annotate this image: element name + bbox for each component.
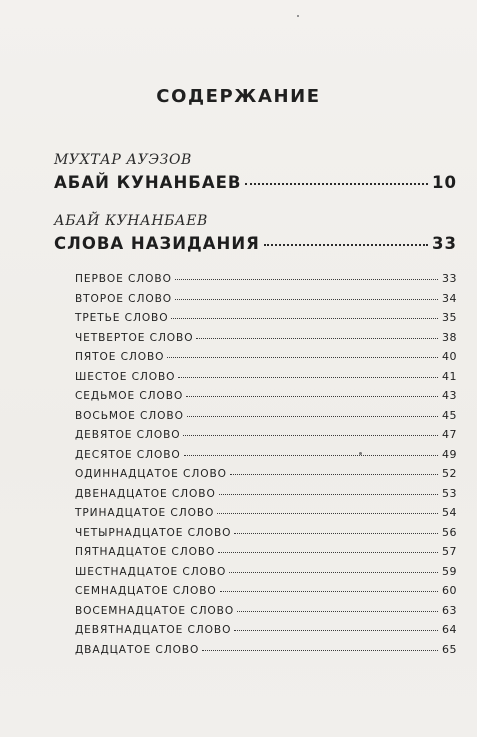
paper-speck xyxy=(297,15,299,17)
toc-entry-label: АБАЙ КУНАНБАЕВ xyxy=(54,173,242,192)
toc-entry-label: ОДИННАДЦАТОЕ СЛОВО xyxy=(75,468,227,480)
toc-entry[interactable] xyxy=(75,409,457,429)
dot-leader xyxy=(229,572,438,573)
toc-entry-label: ДЕСЯТОЕ СЛОВО xyxy=(75,448,181,461)
toc-page-number: 57 xyxy=(442,545,457,558)
toc-entry[interactable] xyxy=(75,370,457,390)
dot-leader xyxy=(220,591,438,592)
dot-leader xyxy=(234,630,438,631)
toc-entry[interactable] xyxy=(75,292,457,312)
toc-entry[interactable] xyxy=(75,506,457,526)
toc-page-number: 54 xyxy=(442,506,457,519)
toc-page-number: 47 xyxy=(442,428,457,441)
dot-leader xyxy=(264,244,428,246)
toc-page-number: 60 xyxy=(442,584,457,597)
toc-entry[interactable] xyxy=(75,487,457,507)
toc-entry-label: ПЯТНАДЦАТОЕ СЛОВО xyxy=(75,546,216,558)
toc-entry-label: СЕМНАДЦАТОЕ СЛОВО xyxy=(75,585,217,597)
toc-page-number: 52 xyxy=(442,467,457,480)
toc-entry[interactable] xyxy=(75,604,457,624)
toc-entry-label: ДВЕНАДЦАТОЕ СЛОВО xyxy=(75,487,216,500)
toc-page-number: 45 xyxy=(442,408,457,422)
dot-leader xyxy=(196,338,438,339)
toc-entry-label: ШЕСТОЕ СЛОВО xyxy=(75,370,176,383)
dot-leader xyxy=(218,552,438,553)
toc-entry[interactable] xyxy=(75,584,457,604)
toc-entry-label: ВТОРОЕ СЛОВО xyxy=(75,292,172,305)
toc-entry-list xyxy=(75,272,457,662)
toc-entry[interactable] xyxy=(75,311,457,331)
dot-leader xyxy=(202,650,438,651)
toc-entry[interactable] xyxy=(75,272,457,292)
dot-leader xyxy=(219,494,438,495)
toc-entry-label: ШЕСТНАДЦАТОЕ СЛОВО xyxy=(75,565,227,578)
toc-entry[interactable] xyxy=(75,545,457,565)
toc-entry-label: ПЯТОЕ СЛОВО xyxy=(75,351,165,363)
toc-entry[interactable] xyxy=(75,448,457,468)
section-author: МУХТАР АУЭЗОВ xyxy=(54,152,192,168)
toc-entry-label: ДЕВЯТОЕ СЛОВО xyxy=(75,429,181,441)
toc-entry-label: ТРЕТЬЕ СЛОВО xyxy=(75,312,169,324)
toc-entry[interactable] xyxy=(75,428,457,448)
toc-page-number: 33 xyxy=(432,234,457,253)
dot-leader xyxy=(184,455,438,456)
toc-page-number: 41 xyxy=(442,369,457,383)
toc-entry-label: ДЕВЯТНАДЦАТОЕ СЛОВО xyxy=(75,624,232,636)
toc-page-number: 34 xyxy=(442,291,457,305)
toc-entry-label: ВОСЬМОЕ СЛОВО xyxy=(75,409,184,422)
dot-leader xyxy=(187,416,438,417)
toc-entry[interactable] xyxy=(75,467,457,487)
toc-entry-label: ТРИНАДЦАТОЕ СЛОВО xyxy=(75,507,215,519)
dot-leader xyxy=(186,396,438,397)
toc-page-number: 63 xyxy=(442,603,457,617)
dot-leader xyxy=(167,357,438,358)
dot-leader xyxy=(245,183,428,185)
toc-entry-label: СЛОВА НАЗИДАНИЯ xyxy=(54,234,260,253)
toc-section-abai xyxy=(54,213,457,253)
toc-page-number: 56 xyxy=(442,525,457,539)
dot-leader xyxy=(217,513,438,514)
toc-entry-label: ЧЕТЫРНАДЦАТОЕ СЛОВО xyxy=(75,526,232,539)
toc-page-number: 35 xyxy=(442,311,457,324)
dot-leader xyxy=(171,318,438,319)
toc-entry-label: ПЕРВОЕ СЛОВО xyxy=(75,273,172,285)
toc-page-number: 43 xyxy=(442,389,457,402)
toc-entry[interactable] xyxy=(75,565,457,585)
toc-entry-label: ЧЕТВЕРТОЕ СЛОВО xyxy=(75,331,194,344)
section-author: АБАЙ КУНАНБАЕВ xyxy=(54,213,208,229)
toc-entry-label: ВОСЕМНАДЦАТОЕ СЛОВО xyxy=(75,604,235,617)
dot-leader xyxy=(230,474,438,475)
toc-page-number: 38 xyxy=(442,330,457,344)
dot-leader xyxy=(175,279,438,280)
toc-page-number: 40 xyxy=(442,350,457,363)
toc-entry[interactable] xyxy=(75,389,457,409)
toc-page-number: 49 xyxy=(442,447,457,461)
toc-major-entry[interactable] xyxy=(54,173,457,192)
toc-page-number: 59 xyxy=(442,564,457,578)
toc-page-number: 33 xyxy=(442,272,457,285)
page-title: СОДЕРЖАНИЕ xyxy=(156,86,321,107)
toc-page-number: 10 xyxy=(432,173,457,192)
toc-entry[interactable] xyxy=(75,350,457,370)
toc-entry[interactable] xyxy=(75,331,457,351)
toc-entry[interactable] xyxy=(75,526,457,546)
toc-entry[interactable] xyxy=(75,623,457,643)
toc-entry-label: СЕДЬМОЕ СЛОВО xyxy=(75,390,184,402)
dot-leader xyxy=(178,377,438,378)
dot-leader xyxy=(234,533,438,534)
toc-entry[interactable] xyxy=(75,643,457,663)
toc-section-auezov xyxy=(54,152,457,192)
dot-leader xyxy=(175,299,438,300)
dot-leader xyxy=(183,435,438,436)
toc-entry-label: ДВАДЦАТОЕ СЛОВО xyxy=(75,643,200,656)
toc-page-number: 64 xyxy=(442,623,457,636)
toc-page-number: 65 xyxy=(442,642,457,656)
dot-leader xyxy=(237,611,438,612)
toc-page-number: 53 xyxy=(442,486,457,500)
toc-major-entry[interactable] xyxy=(54,234,457,253)
